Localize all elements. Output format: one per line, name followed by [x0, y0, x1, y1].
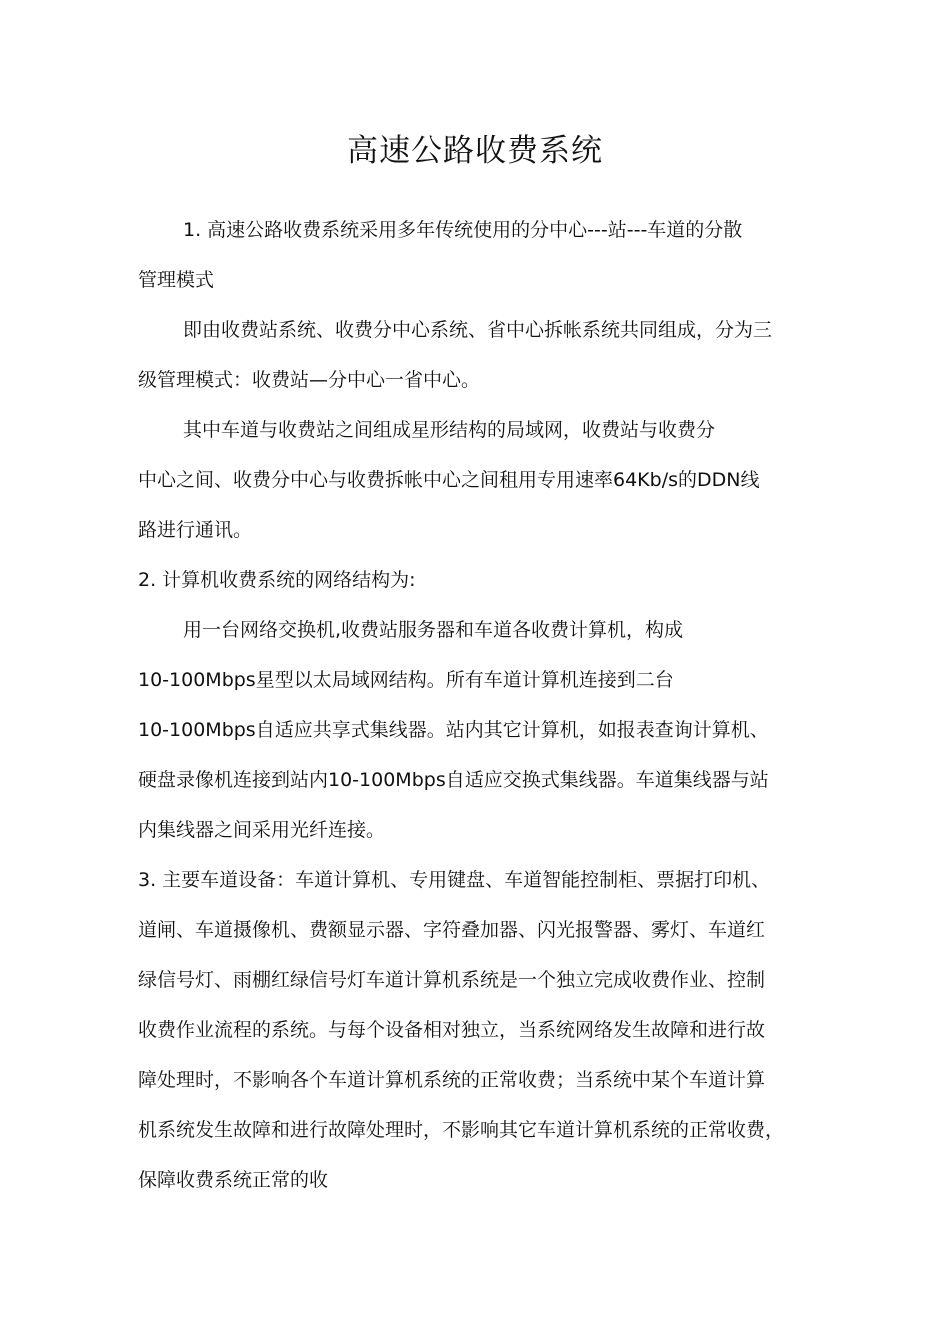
- paragraph-4-line-4: 硬盘录像机连接到站内10-100Mbps自适应交换式集线器。车道集线器与站: [138, 769, 769, 791]
- section-3-line-1: 3. 主要车道设备：车道计算机、专用键盘、车道智能控制柜、票据打印机、: [138, 869, 771, 891]
- section-3-line-7: 保障收费系统正常的收: [138, 1169, 329, 1191]
- paragraph-4-line-3: 10-100Mbps自适应共享式集线器。站内其它计算机，如报表查询计算机、: [138, 719, 769, 741]
- section-3-line-5: 障处理时，不影响各个车道计算机系统的正常收费；当系统中某个车道计算: [138, 1069, 766, 1091]
- paragraph-4-line-2: 10-100Mbps星型以太局域网结构。所有车道计算机连接到二台: [138, 669, 674, 691]
- section-3-line-3: 绿信号灯、雨棚红绿信号灯车道计算机系统是一个独立完成收费作业、控制: [138, 969, 766, 991]
- paragraph-2-line-1: 即由收费站系统、收费分中心系统、省中心拆帐系统共同组成，分为三: [183, 319, 773, 341]
- paragraph-1-line-2: 管理模式: [138, 269, 215, 291]
- paragraph-4-line-1: 用一台网络交换机,收费站服务器和车道各收费计算机，构成: [183, 619, 684, 641]
- section-3-line-6: 机系统发生故障和进行故障处理时，不影响其它车道计算机系统的正常收费，: [138, 1119, 785, 1141]
- paragraph-3-line-3: 路进行通讯。: [138, 519, 253, 541]
- section-3-line-2: 道闸、车道摄像机、费额显示器、字符叠加器、闪光报警器、雾灯、车道红: [138, 919, 766, 941]
- paragraph-3-line-2: 中心之间、收费分中心与收费拆帐中心之间租用专用速率64Kb/s的DDN线: [138, 469, 760, 491]
- paragraph-3-line-1: 其中车道与收费站之间组成星形结构的局域网，收费站与收费分: [183, 419, 716, 441]
- paragraph-4-line-5: 内集线器之间采用光纤连接。: [138, 819, 386, 841]
- section-3-line-4: 收费作业流程的系统。与每个设备相对独立，当系统网络发生故障和进行故: [138, 1019, 766, 1041]
- section-2-heading: 2. 计算机收费系统的网络结构为:: [138, 569, 416, 591]
- document-title: 高速公路收费系统: [347, 133, 603, 169]
- paragraph-2-line-2: 级管理模式：收费站—分中心一省中心。: [138, 369, 481, 391]
- paragraph-1-line-1: 1. 高速公路收费系统采用多年传统使用的分中心---站---车道的分散: [183, 219, 743, 241]
